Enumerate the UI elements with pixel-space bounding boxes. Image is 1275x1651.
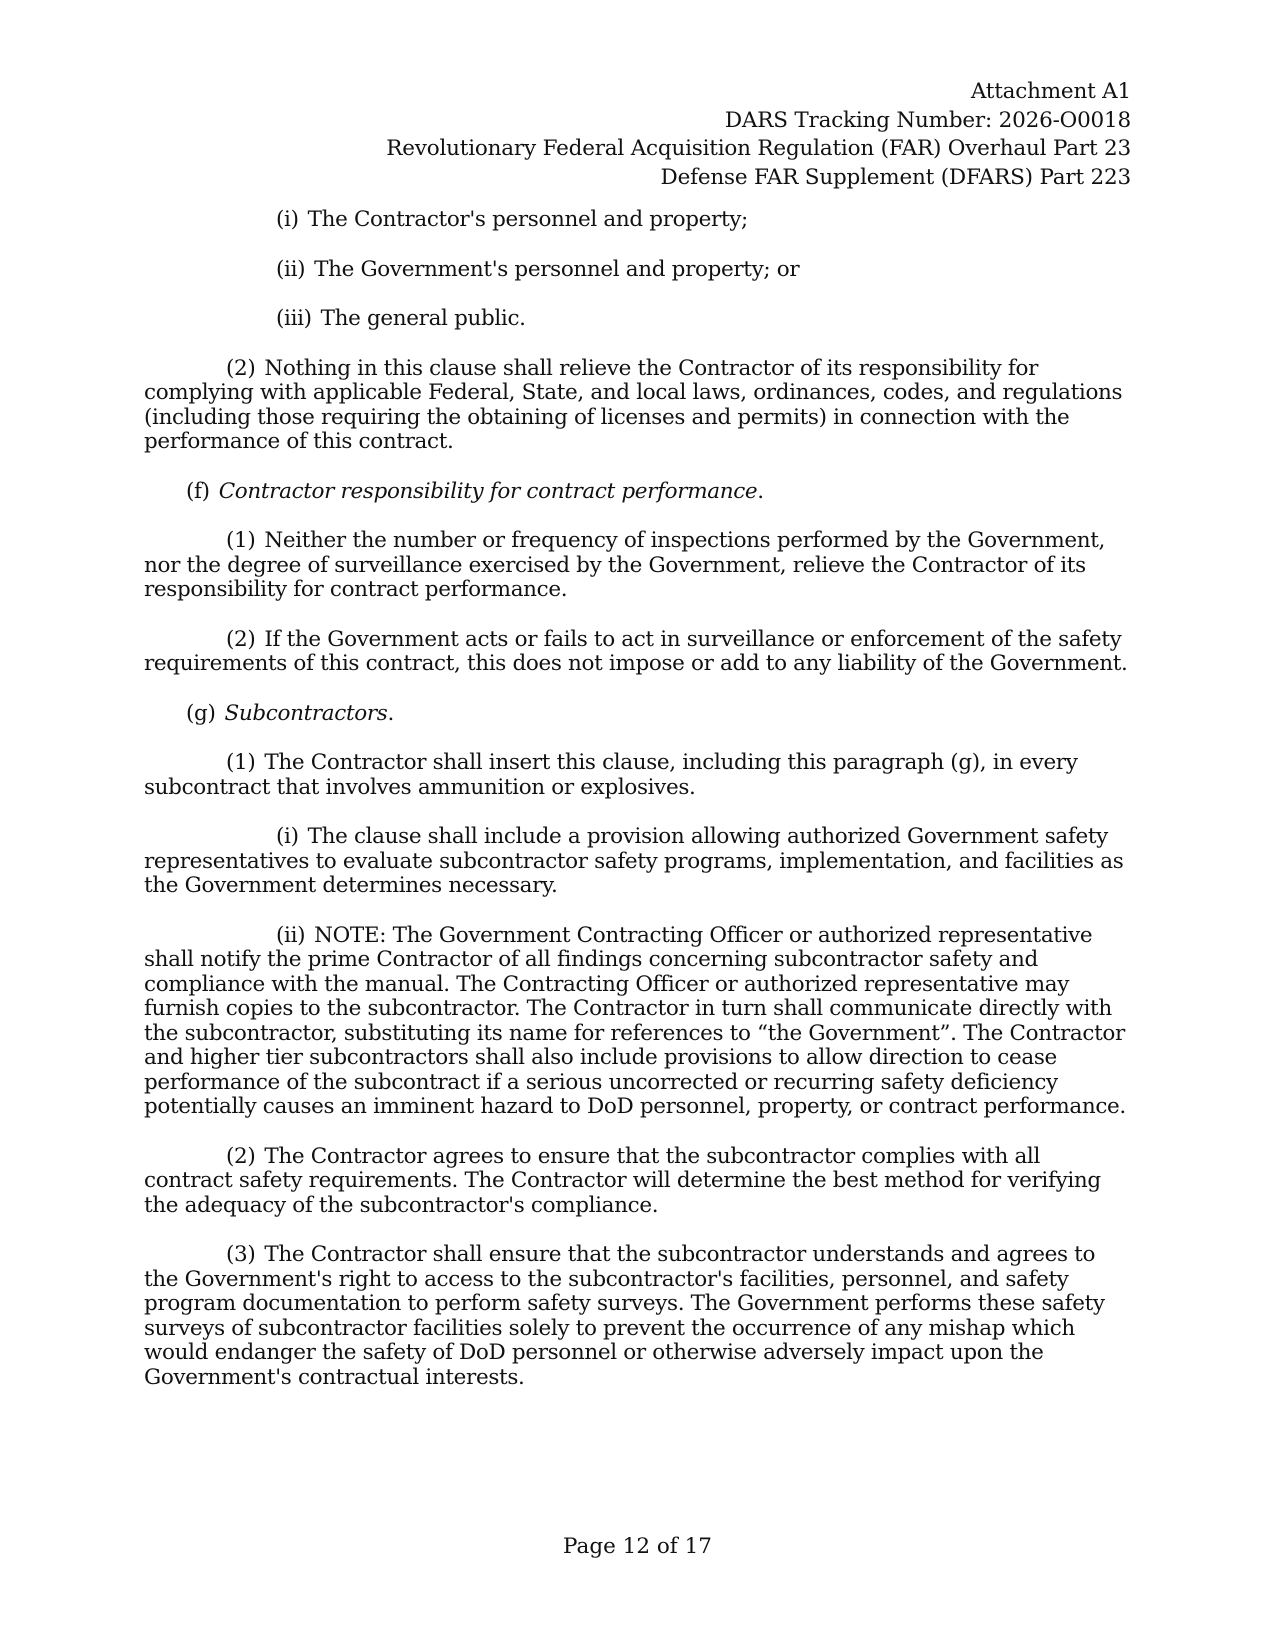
paragraph-text: If the Government acts or fails to act in surveillance or enforcement of the safety requirements of this contract, this does not impose or add to any liability of the Government.: [144, 626, 1128, 676]
paragraph-label: (ii): [276, 922, 306, 948]
paragraph-e1-ii: [144, 258, 1134, 283]
section-heading: Subcontractors: [224, 700, 388, 726]
section-heading: Contractor responsibility for contract performance: [218, 478, 758, 504]
paragraph-g3: [144, 1243, 1134, 1390]
page-header: [386, 78, 1131, 192]
paragraph-text: Nothing in this clause shall relieve the Contractor of its responsibility for complying with applicable Federal, State, and local laws, ordinances, codes, and regulations (including those requiring the obtaining of licenses and permits) in connection with the performance of this contract.: [144, 355, 1123, 454]
paragraph-text: The clause shall include a provision allowing authorized Government safety representatives to evaluate subcontractor safety programs, implementation, and facilities as the Government determines necessary.: [144, 824, 1124, 898]
paragraph-label: (i): [276, 824, 299, 849]
paragraph-e2: [144, 357, 1134, 455]
page-number: Page 12 of 17: [563, 1534, 712, 1559]
paragraph-f2: [144, 628, 1134, 677]
header-dfars-part: Defense FAR Supplement (DFARS) Part 223: [660, 164, 1131, 190]
header-far-part: Revolutionary Federal Acquisition Regulation (FAR) Overhaul Part 23: [386, 136, 1131, 161]
paragraph-e1-iii: [144, 307, 1134, 332]
paragraph-text: The Contractor agrees to ensure that the subcontractor complies with all contract safety requirements. The Contractor will determine the best method for verifying the adequacy of the subcontractor's compliance.: [144, 1143, 1101, 1218]
paragraph-label: (g): [186, 700, 216, 726]
paragraph-text: The Contractor shall insert this clause, including this paragraph (g), in every subcontract that involves ammunition or explosives.: [144, 750, 1078, 800]
paragraph-label: (1): [226, 750, 256, 775]
header-attachment: Attachment A1: [970, 79, 1131, 104]
paragraph-text: The Contractor's personnel and property;: [307, 207, 748, 232]
heading-period: .: [387, 700, 394, 726]
page-footer: [0, 1534, 1275, 1560]
paragraph-e1-i: [144, 208, 1134, 233]
heading-period: .: [757, 478, 764, 504]
paragraph-text: The Contractor shall ensure that the subcontractor understands and agrees to the Government's right to access to the subcontractor's facilities, personnel, and safety program documentation to perform safety surveys. The Government performs these safety surveys of subcontractor facilities solely to prevent the occurrence of any mishap which would endanger the safety of DoD personnel or otherwise adversely impact upon the Government's contractual interests.: [144, 1242, 1105, 1390]
paragraph-g1: [144, 751, 1134, 800]
paragraph-f-heading: [144, 480, 1134, 505]
document-body: [144, 208, 1134, 1415]
paragraph-label: (f): [186, 478, 210, 504]
paragraph-label: (ii): [276, 256, 306, 282]
paragraph-label: (2): [226, 1143, 256, 1169]
paragraph-text: The general public.: [320, 306, 526, 331]
paragraph-label: (i): [276, 207, 299, 232]
paragraph-label: (1): [226, 528, 256, 553]
header-tracking-number: DARS Tracking Number: 2026-O0018: [724, 107, 1131, 133]
paragraph-text: The Government's personnel and property; or: [314, 256, 800, 282]
paragraph-text: NOTE: The Government Contracting Officer or authorized representative shall notify the prime Contractor of all findings concerning subcontractor safety and compliance with the manual. The Contracting Officer or authorized representative may furnish copies to the subcontractor. The Contractor in turn shall communicate directly with the subcontractor, substituting its name for references to “the Government”. The Contractor and higher tier subcontractors shall also include provisions to allow direction to cease performance of the subcontract if a serious uncorrected or recurring safety deficiency potentially causes an imminent hazard to DoD personnel, property, or contract performance.: [144, 922, 1126, 1119]
paragraph-label: (3): [226, 1242, 256, 1267]
paragraph-label: (2): [226, 626, 256, 652]
paragraph-f1: [144, 529, 1134, 603]
paragraph-g2: [144, 1145, 1134, 1219]
paragraph-g1-ii: [144, 924, 1134, 1120]
paragraph-text: Neither the number or frequency of inspections performed by the Government, nor the degree of surveillance exercised by the Government, relieve the Contractor of its responsibility for contract performance.: [144, 528, 1106, 602]
paragraph-label: (2): [226, 355, 256, 381]
paragraph-g1-i: [144, 825, 1134, 899]
paragraph-g-heading: [144, 702, 1134, 727]
paragraph-label: (iii): [276, 306, 312, 331]
